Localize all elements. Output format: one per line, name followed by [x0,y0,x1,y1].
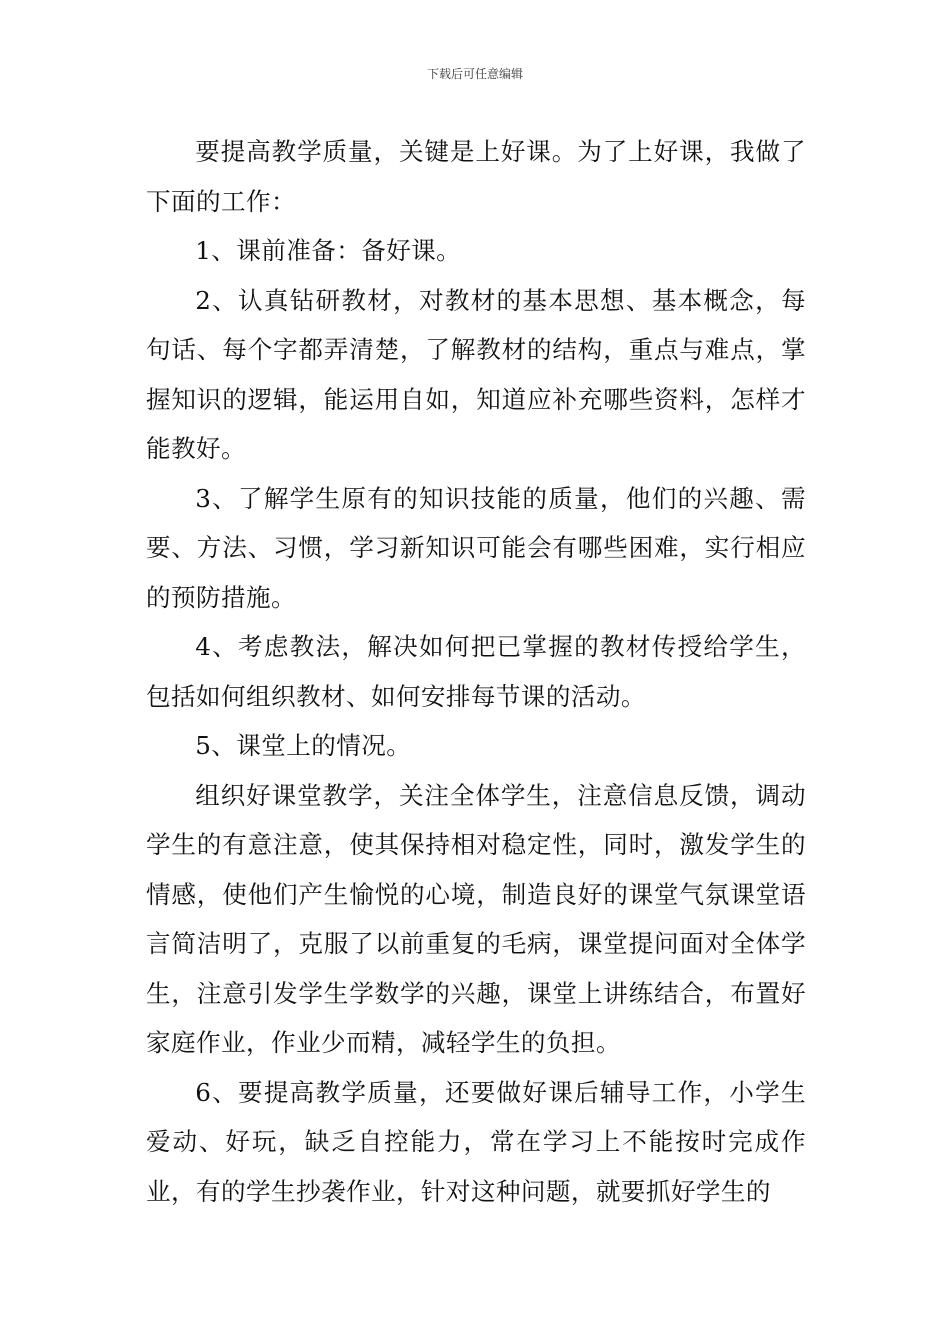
paragraph-classroom: 组织好课堂教学，关注全体学生，注意信息反馈，调动学生的有意注意，使其保持相对稳定性，同时，激发学生的情感，使他们产生愉悦的心境，制造良好的课堂气氛课堂语言简洁明了，克服了以前重复的毛病，课堂提问面对全体学生，注意引发学生学数学的兴趣，课堂上讲练结合，布置好家庭作业，作业少而精，减轻学生的负担。 [146,780,806,1057]
paragraph-item-4: 4、考虑教法，解决如何把已掌握的教材传授给学生，包括如何组织教材、如何安排每节课的活动。 [146,632,806,711]
paragraph-item-3: 3、了解学生原有的知识技能的质量，他们的兴趣、需要、方法、习惯，学习新知识可能会有哪些困难，实行相应的预防措施。 [146,483,806,612]
paragraph-item-5: 5、课堂上的情况。 [195,731,412,760]
paragraph-item-2: 2、认真钻研教材，对教材的基本思想、基本概念，每句话、每个字都弄清楚，了解教材的结构，重点与难点，掌握知识的逻辑，能运用自如，知道应补充哪些资料，怎样才能教好。 [146,285,806,463]
paragraph-item-6: 6、要提高教学质量，还要做好课后辅导工作，小学生爱动、好玩，缺乏自控能力，常在学习上不能按时完成作业，有的学生抄袭作业，针对这种问题，就要抓好学生的 [146,1077,806,1206]
page-header: 下载后可任意编辑 [426,67,523,81]
paragraph-intro: 要提高教学质量，关键是上好课。为了上好课，我做了下面的工作： [146,137,806,216]
document-body [146,127,806,1216]
paragraph-item-1: 1、课前准备：备好课。 [195,236,462,265]
